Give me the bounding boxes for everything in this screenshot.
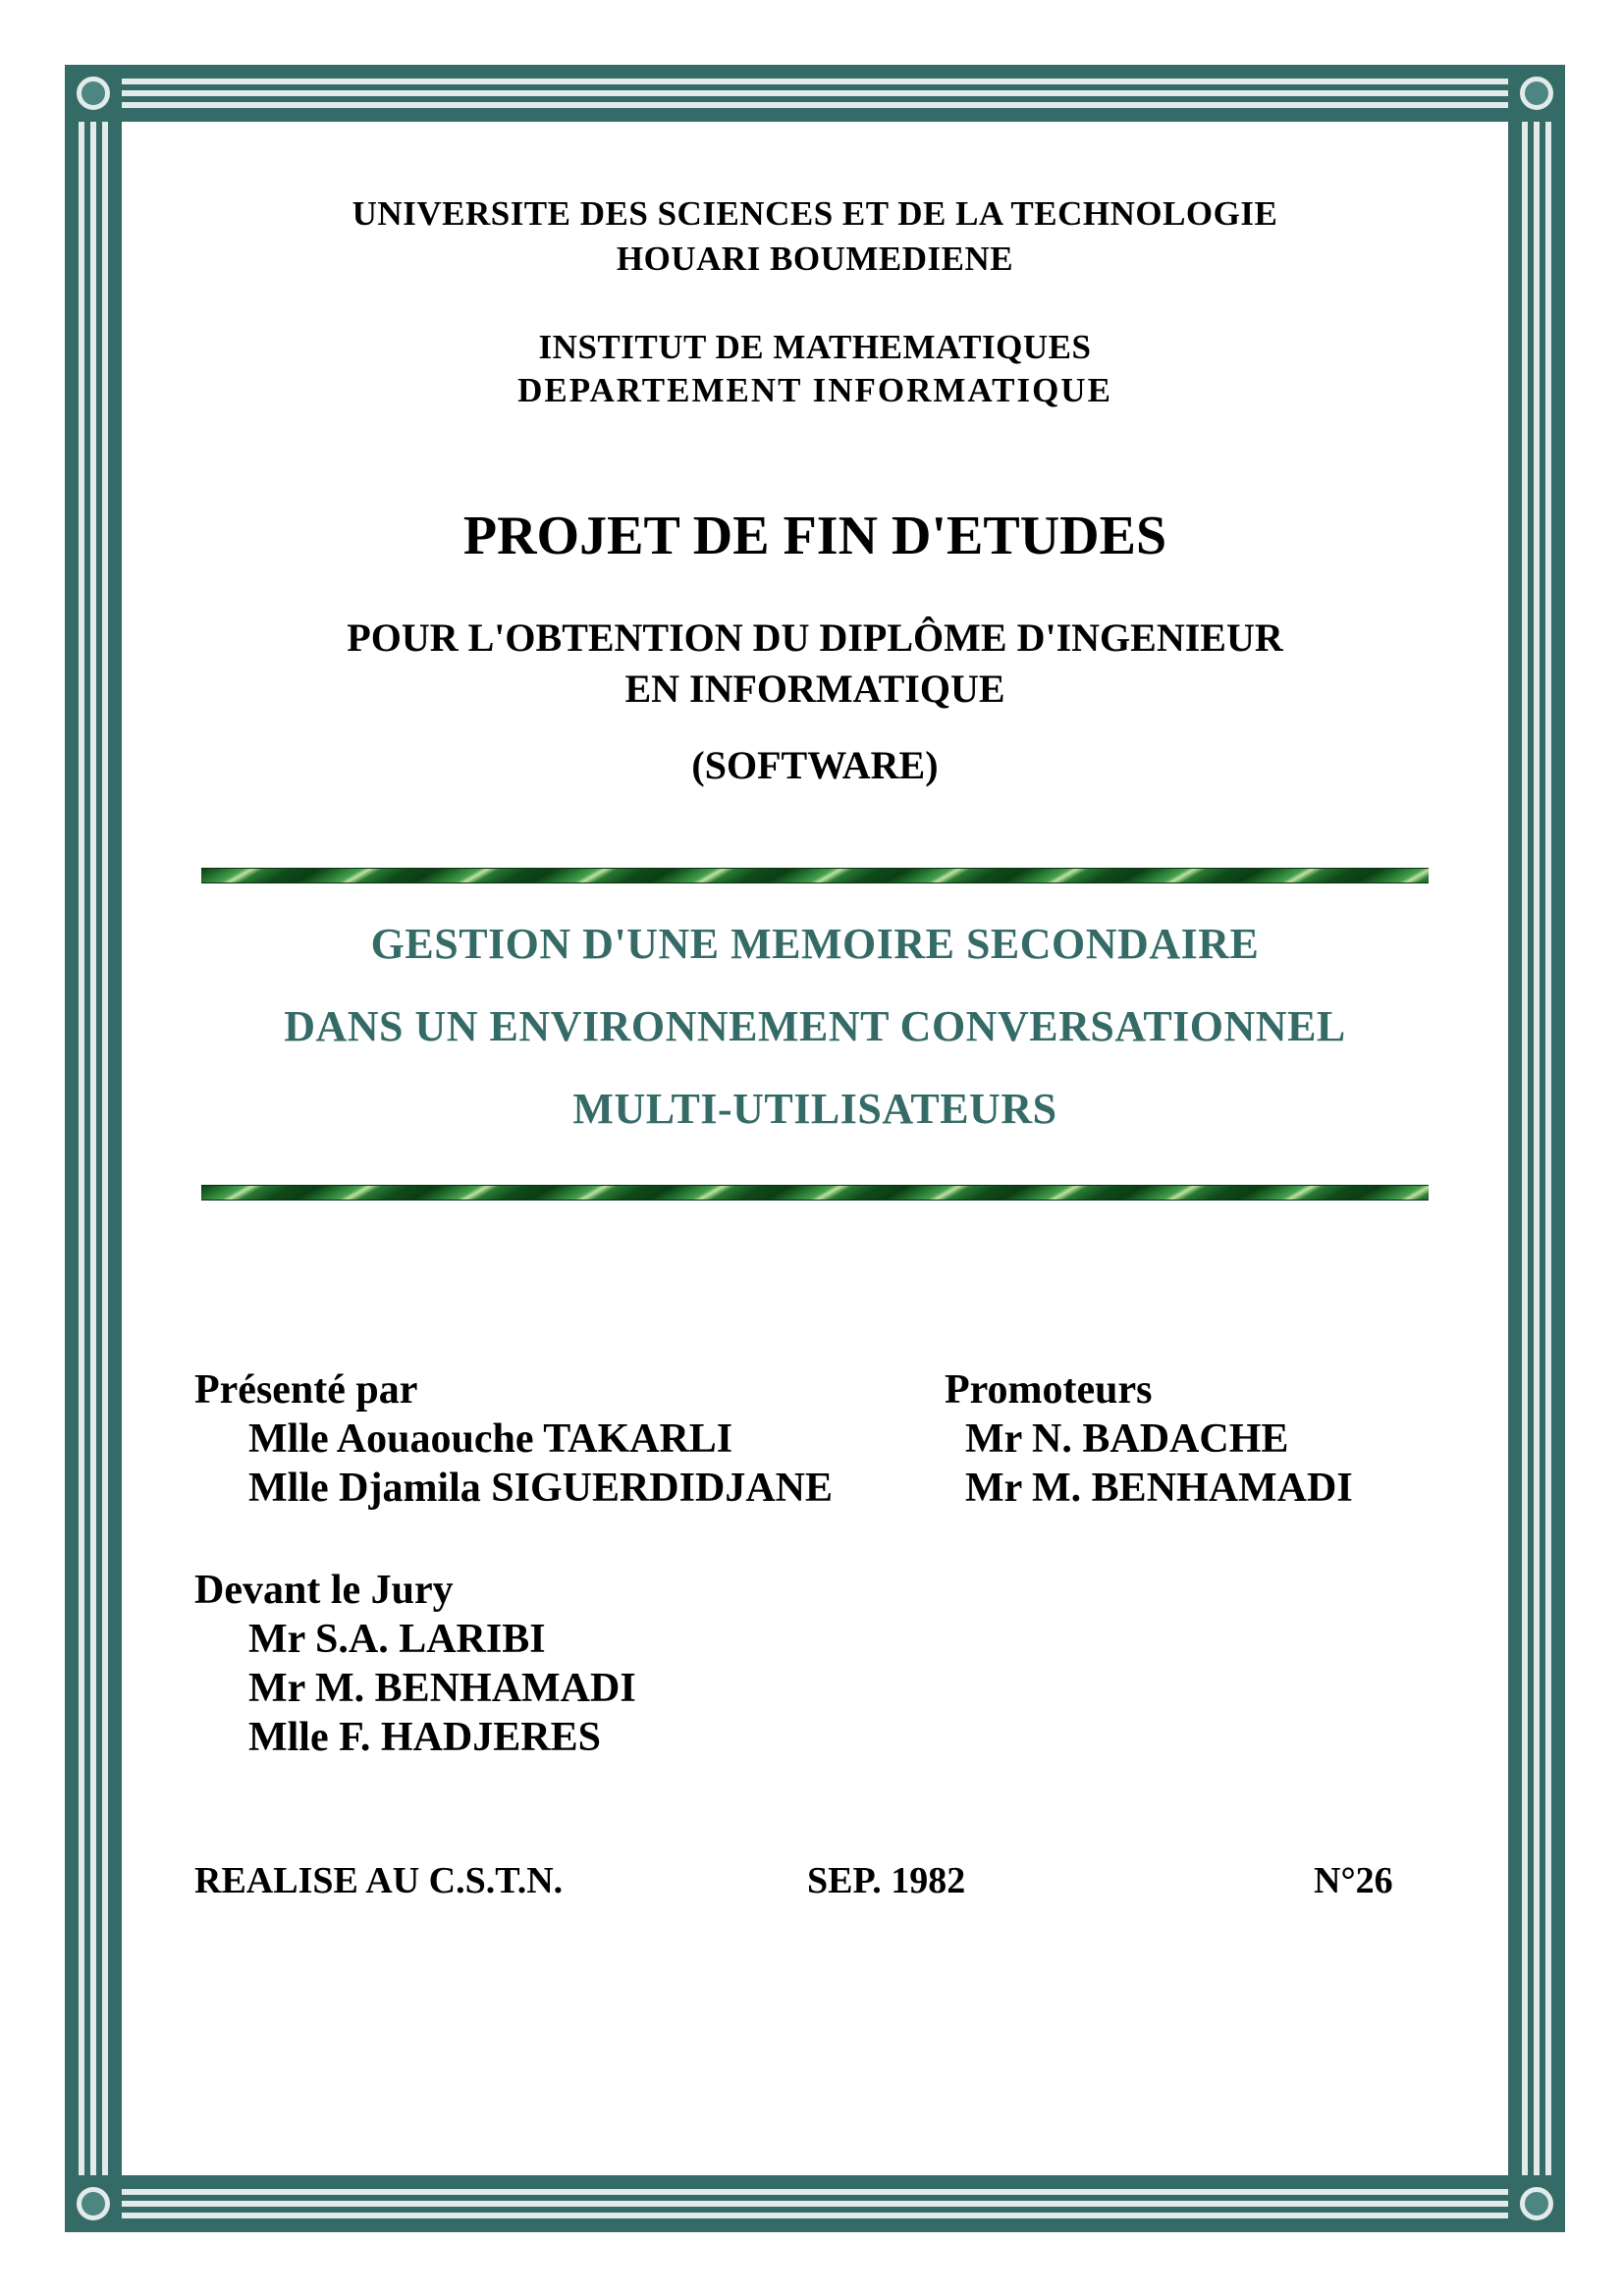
document-title: PROJET DE FIN D'ETUDES: [462, 506, 1167, 566]
jury-label: Devant le Jury: [194, 1568, 454, 1613]
student-name: Mlle Aouaouche TAKARLI: [248, 1416, 733, 1462]
frame-corner-ornament-icon: [65, 2175, 122, 2232]
degree-line2: EN INFORMATIQUE: [624, 667, 1005, 711]
subject-line3: MULTI-UTILISATEURS: [572, 1085, 1057, 1133]
subject-line2: DANS UN ENVIRONNEMENT CONVERSATIONNEL: [284, 1002, 1346, 1050]
decorative-band-bottom: [201, 1185, 1429, 1201]
jury-member-name: Mlle F. HADJERES: [248, 1715, 601, 1760]
frame-corner-ornament-icon: [65, 65, 122, 122]
institute-name: INSTITUT DE MATHEMATIQUES: [538, 328, 1092, 366]
specialty: (SOFTWARE): [691, 743, 939, 787]
document-number: N°26: [1314, 1860, 1393, 1901]
jury-member-name: Mr S.A. LARIBI: [248, 1617, 546, 1662]
presented-by-label: Présenté par: [194, 1367, 418, 1413]
student-name: Mlle Djamila SIGUERDIDJANE: [248, 1466, 833, 1511]
document-date: SEP. 1982: [807, 1860, 966, 1901]
frame-right-border: [1508, 65, 1565, 2232]
frame-bottom-border: [65, 2175, 1565, 2232]
frame-corner-ornament-icon: [1508, 65, 1565, 122]
frame-top-border: [65, 65, 1565, 122]
decorative-band-top: [201, 868, 1429, 883]
realised-at: REALISE AU C.S.T.N.: [194, 1860, 564, 1901]
promoters-label: Promoteurs: [945, 1367, 1153, 1413]
frame-left-border: [65, 65, 122, 2232]
frame-corner-ornament-icon: [1508, 2175, 1565, 2232]
subject-line1: GESTION D'UNE MEMOIRE SECONDAIRE: [370, 920, 1260, 968]
university-name-line1: UNIVERSITE DES SCIENCES ET DE LA TECHNOLOGIE: [352, 194, 1278, 233]
promoter-name: Mr N. BADACHE: [965, 1416, 1289, 1462]
department-name: DEPARTEMENT INFORMATIQUE: [517, 371, 1112, 409]
degree-line1: POUR L'OBTENTION DU DIPLÔME D'INGENIEUR: [347, 615, 1283, 660]
promoter-name: Mr M. BENHAMADI: [965, 1466, 1353, 1511]
jury-member-name: Mr M. BENHAMADI: [248, 1666, 636, 1711]
university-name-line2: HOUARI BOUMEDIENE: [616, 240, 1014, 278]
